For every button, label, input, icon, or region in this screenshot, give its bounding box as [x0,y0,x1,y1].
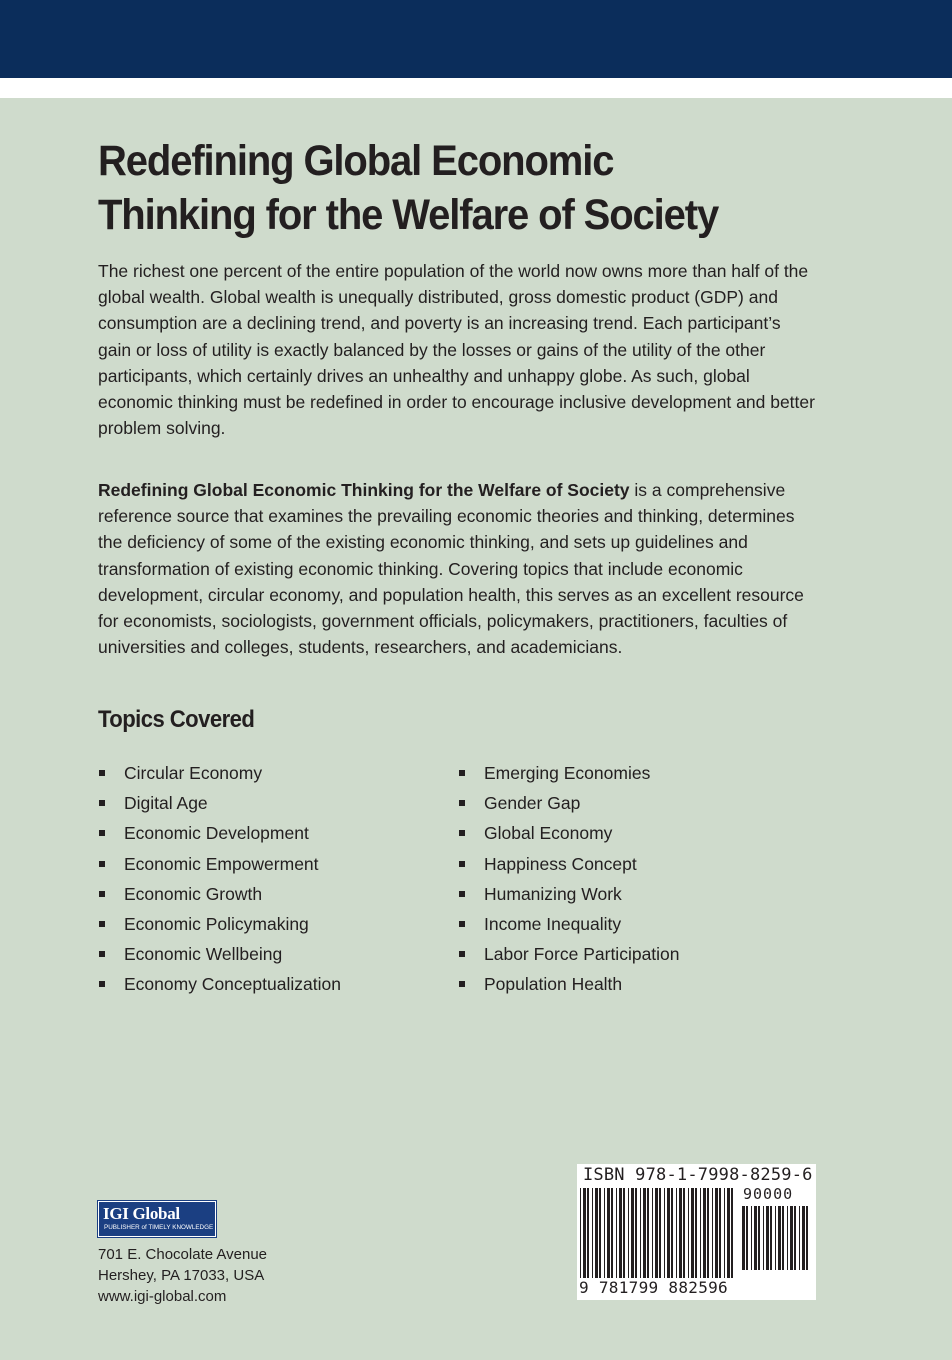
topic-item [458,818,680,848]
barcode-bar [700,1188,701,1278]
square-bullet-icon [99,861,105,867]
topic-label: Humanizing Work [484,883,622,904]
square-bullet-icon [459,861,465,867]
barcode-bar [643,1188,646,1278]
topic-item [98,849,341,879]
logo-name: IGI Global [103,1204,180,1223]
logo-tagline: PUBLISHER of TIMELY KNOWLEDGE [104,1224,214,1231]
square-bullet-icon [99,981,105,987]
topic-item [98,909,341,939]
topic-label: Circular Economy [124,763,263,783]
barcode-bar [631,1188,634,1278]
topic-label: Economic Development [124,823,309,844]
barcode-bar [628,1188,629,1278]
book-title [98,134,805,242]
square-bullet-icon [459,770,465,776]
topic-label: Digital Age [124,793,208,814]
topic-item [98,939,341,969]
description-paragraph-2-text: is a comprehensive reference source that examines the prevailing economic theories and thinking, determines the deficiency of some of the existing economic thinking, and sets up guidelines and transformation of existing economic thinking. Covering topics that include economic development, circular economy, and population health, this serves as an excellent resource for economists, sociologists, government officials, policymakers, practitioners, faculties of universities and colleges, students, researchers, and academicians. [98,480,804,658]
topic-item [458,939,680,969]
description-paragraph-1: The richest one percent of the entire population of the world now owns more than half of the global wealth. Global wealth is unequally distributed, gross domestic product (GDP) and consumption are a declining trend, and poverty is an increasing trend. Each participant’s gain or loss of utility is exactly balanced by the losses or gains of the utility of the other participants, which certainly drives an unhealthy and unhappy globe. As such, global economic thinking must be redefined in order to encourage inclusive development and better problem solving. [98,261,815,439]
topic-label: Gender Gap [484,793,581,814]
barcode-bar [587,1188,589,1278]
barcode-bar [782,1206,784,1270]
barcode-bar [676,1188,677,1278]
barcode-bar [695,1188,697,1278]
barcode-bar [647,1188,649,1278]
topic-item [98,788,341,818]
barcode-bar [790,1206,793,1270]
barcode-bar [715,1188,718,1278]
square-bullet-icon [459,800,465,806]
topics-list-right [458,758,680,1000]
barcode-bar [751,1206,752,1270]
barcode-bar [758,1206,760,1270]
topic-item [458,788,680,818]
barcode-bar [683,1188,685,1278]
barcode-bar [583,1188,586,1278]
topic-label: Economic Policymaking [124,913,309,934]
barcode-bar [623,1188,625,1278]
square-bullet-icon [459,830,465,836]
topic-label: Economy Conceptualization [124,974,341,995]
barcode-bar [712,1188,713,1278]
ean-barcode-bars [579,1188,735,1278]
description-paragraph-2 [98,477,818,660]
barcode-bar [775,1206,776,1270]
barcode-bar [640,1188,641,1278]
barcode-bar [664,1188,665,1278]
square-bullet-icon [459,981,465,987]
barcode-bar [635,1188,637,1278]
publisher-logo [98,1201,216,1237]
price-addon-code: 90000 [743,1185,794,1203]
topic-item [458,969,680,999]
topics-heading: Topics Covered [98,706,255,733]
barcode-bar [655,1188,658,1278]
barcode-bar [611,1188,613,1278]
addon-barcode-bars [741,1206,811,1270]
barcode-bar [671,1188,673,1278]
isbn-barcode [577,1164,816,1300]
topic-item [458,758,680,788]
topic-label: Economic Growth [124,883,263,904]
barcode-bar [619,1188,622,1278]
barcode-bar [652,1188,653,1278]
barcode-bar [742,1206,745,1270]
isbn-label: ISBN 978-1-7998-8259-6 [583,1165,813,1185]
topic-label: Emerging Economies [484,763,651,783]
topics-list-left [98,758,341,1000]
title-line-2: Thinking for the Welfare of Society [98,191,719,239]
topic-label: Global Economy [484,823,613,844]
barcode-bar [778,1206,781,1270]
topic-item [458,849,680,879]
barcode-bar [799,1206,800,1270]
barcode-bar [794,1206,796,1270]
barcode-bar [766,1206,769,1270]
square-bullet-icon [459,921,465,927]
square-bullet-icon [99,830,105,836]
square-bullet-icon [459,951,465,957]
barcode-bar [703,1188,706,1278]
topic-item [458,879,680,909]
square-bullet-icon [459,891,465,897]
barcode-bar [595,1188,598,1278]
topic-label: Economic Empowerment [124,853,319,874]
topic-label: Labor Force Participation [484,944,680,965]
book-title-inline: Redefining Global Economic Thinking for the Welfare of Society [98,480,630,500]
publisher-address [98,1244,267,1307]
barcode-bar [806,1206,808,1270]
barcode-bar [707,1188,709,1278]
topic-item [98,879,341,909]
barcode-bar [604,1188,605,1278]
square-bullet-icon [99,951,105,957]
barcode-bar [667,1188,670,1278]
barcode-bar [719,1188,721,1278]
barcode-bar [580,1188,581,1278]
barcode-bar [770,1206,772,1270]
barcode-bar [616,1188,617,1278]
square-bullet-icon [99,921,105,927]
topic-item [458,909,680,939]
barcode-bar [731,1188,733,1278]
topic-label: Economic Wellbeing [124,944,283,965]
barcode-bar [688,1188,689,1278]
topic-item [98,969,341,999]
barcode-bar [802,1206,805,1270]
white-separator [0,78,952,98]
address-city: Hershey, PA 17033, USA [98,1267,265,1284]
barcode-bar [763,1206,764,1270]
barcode-bar [746,1206,748,1270]
topic-label: Income Inequality [484,913,622,934]
barcode-bar [691,1188,694,1278]
topic-label: Happiness Concept [484,853,637,874]
ean-digits: 9 781799 882596 [579,1278,728,1297]
square-bullet-icon [99,770,105,776]
barcode-bar [592,1188,593,1278]
barcode-bar [787,1206,788,1270]
title-line-1: Redefining Global Economic [98,137,614,185]
barcode-bar [659,1188,661,1278]
publisher-website: www.igi-global.com [98,1288,227,1305]
barcode-bar [727,1188,730,1278]
square-bullet-icon [99,800,105,806]
square-bullet-icon [99,891,105,897]
top-color-band [0,0,952,78]
barcode-bar [679,1188,682,1278]
topic-item [98,758,341,788]
barcode-bar [599,1188,601,1278]
barcode-bar [724,1188,725,1278]
barcode-bar [754,1206,757,1270]
address-street: 701 E. Chocolate Avenue [98,1246,268,1263]
barcode-bar [607,1188,610,1278]
topic-item [98,818,341,848]
topic-label: Population Health [484,974,623,995]
